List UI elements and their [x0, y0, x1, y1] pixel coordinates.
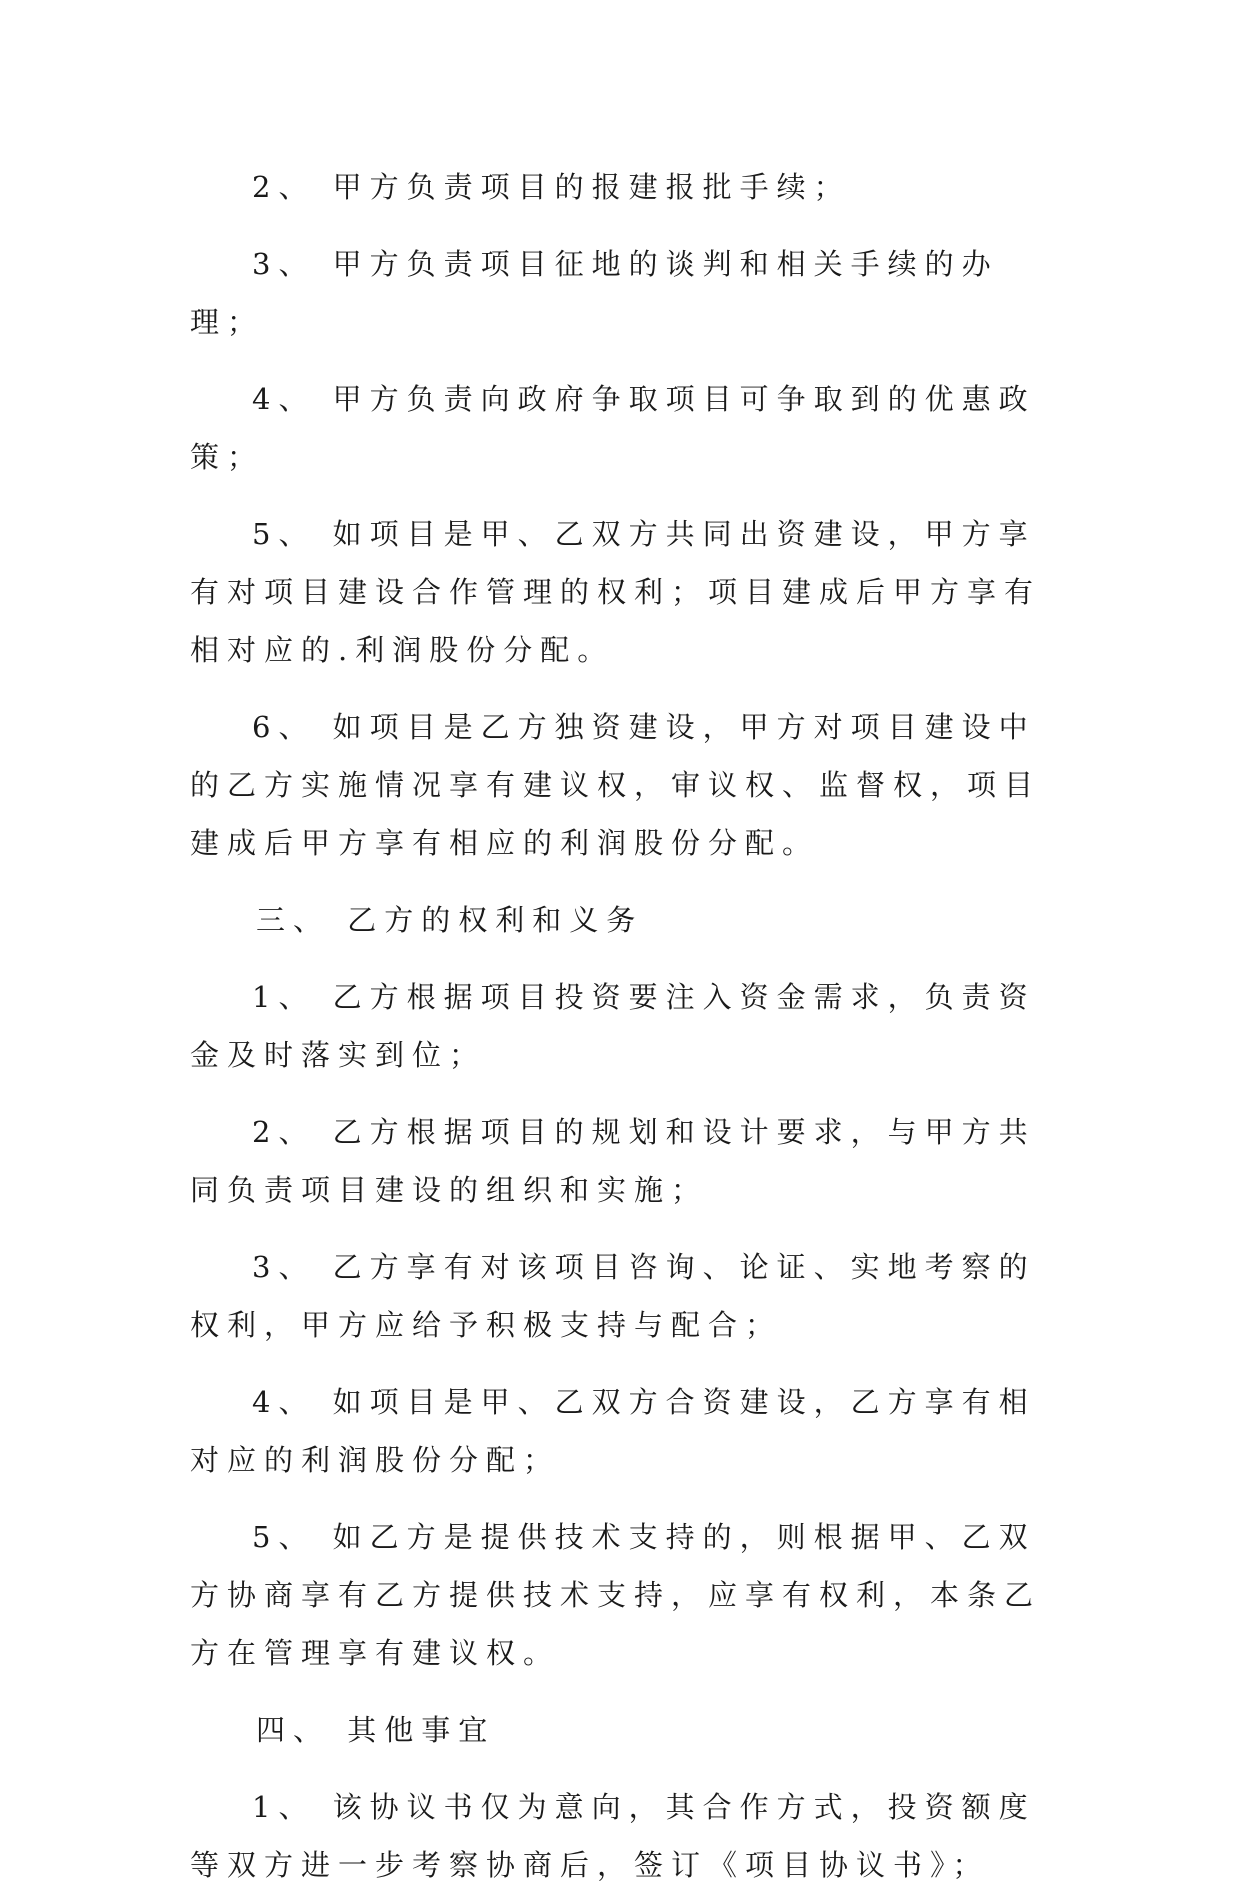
paragraph-item-3: 3、 甲方负责项目征地的谈判和相关手续的办理； [190, 247, 999, 339]
paragraph-item-b1: 1、 乙方根据项目投资要注入资金需求，负责资金及时落实到位； [190, 980, 1036, 1072]
document-body [190, 158, 1060, 1894]
paragraph-item-b5: 5、 如乙方是提供技术支持的，则根据甲、乙双方协商享有乙方提供技术支持，应享有权利，本条乙方在管理享有建议权。 [190, 1520, 1042, 1670]
paragraph-item-2: 2、 甲方负责项目的报建报批手续； [252, 170, 851, 204]
section-heading-other-matters: 四、 其他事宜 [256, 1713, 496, 1747]
paragraph-item-c1: 1、 该协议书仅为意向，其合作方式，投资额度等双方进一步考察协商后，签订《项目协议书》； [190, 1790, 1036, 1882]
section-heading-party-b: 三、 乙方的权利和义务 [256, 903, 644, 937]
paragraph-item-4: 4、 甲方负责向政府争取项目可争取到的优惠政策； [190, 382, 1036, 474]
paragraph-item-5: 5、 如项目是甲、乙双方共同出资建设，甲方享有对项目建设合作管理的权利；项目建成后甲方享有相对应的.利润股份分配。 [190, 517, 1042, 667]
paragraph-item-b4: 4、 如项目是甲、乙双方合资建设，乙方享有相对应的利润股份分配； [190, 1385, 1036, 1477]
paragraph-item-b2: 2、 乙方根据项目的规划和设计要求，与甲方共同负责项目建设的组织和实施； [190, 1115, 1036, 1207]
paragraph-item-6: 6、 如项目是乙方独资建设，甲方对项目建设中的乙方实施情况享有建议权，审议权、监督权，项目建成后甲方享有相应的利润股份分配。 [190, 710, 1042, 860]
paragraph-item-b3: 3、 乙方享有对该项目咨询、论证、实地考察的权利，甲方应给予积极支持与配合； [190, 1250, 1036, 1342]
